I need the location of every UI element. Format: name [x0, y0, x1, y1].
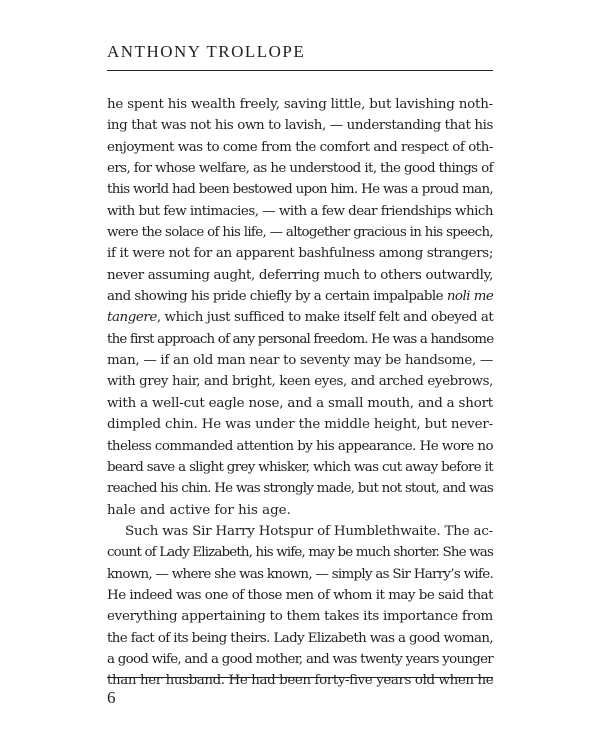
text-line: the first approach of any personal freedom. He was a handsome	[107, 331, 494, 347]
text-line: Such was Sir Harry Hotspur of Humblethwaite. The ac-	[125, 523, 493, 539]
text-line: ing that was not his own to lavish, — understanding that his	[107, 118, 493, 134]
text-line: tangere, which just sufficed to make itself felt and obeyed at	[107, 310, 494, 326]
body-text	[107, 94, 493, 692]
text-line: hale and active for his age.	[107, 502, 291, 518]
text-line: were the solace of his life, — altogether gracious in his speech,	[107, 225, 493, 241]
text-line: with a well-cut eagle nose, and a small mouth, and a short	[107, 395, 494, 411]
text-line: theless commanded attention by his appearance. He wore no	[107, 438, 493, 454]
text-line: and showing his pride chiefly by a certain impalpable noli me	[107, 289, 494, 305]
text-line: the fact of its being theirs. Lady Elizabeth was a good woman,	[107, 630, 493, 646]
header-rule	[107, 70, 493, 71]
text-line: ers, for whose welfare, as he understood it, the good things of	[107, 161, 493, 177]
text-line: dimpled chin. He was under the middle height, but never-	[107, 417, 493, 433]
text-line: everything appertaining to them takes its importance from	[107, 609, 493, 625]
text-line: reached his chin. He was strongly made, but not stout, and was	[107, 481, 493, 497]
text-line: man, — if an old man near to seventy may be handsome, —	[107, 353, 493, 369]
footer-rule	[107, 677, 493, 678]
text-line: if it were not for an apparent bashfulness among strangers;	[107, 246, 493, 262]
text-line: beard save a slight grey whisker, which was cut away before it	[107, 459, 493, 475]
text-line: with but few intimacies, — with a few dear friendships which	[107, 203, 493, 219]
text-line: never assuming aught, deferring much to others outwardly,	[107, 267, 493, 283]
text-line: He indeed was one of those men of whom it may be said that	[107, 587, 493, 603]
text-line: count of Lady Elizabeth, his wife, may be much shorter. She was	[107, 545, 493, 561]
page-number: 6	[107, 688, 116, 707]
text-line: than her husband. He had been forty-five years old when he	[107, 673, 494, 689]
text-line: known, — where she was known, — simply as Sir Harry’s wife.	[107, 566, 493, 582]
text-line: he spent his wealth freely, saving little, but lavishing noth-	[107, 97, 493, 112]
text-line: enjoyment was to come from the comfort and respect of oth-	[107, 139, 493, 155]
text-line: with grey hair, and bright, keen eyes, and arched eyebrows,	[107, 374, 493, 390]
text-line: a good wife, and a good mother, and was twenty years younger	[107, 651, 493, 667]
running-header: ANTHONY TROLLOPE	[107, 42, 306, 61]
text-line: this world had been bestowed upon him. He was a proud man,	[107, 182, 493, 198]
